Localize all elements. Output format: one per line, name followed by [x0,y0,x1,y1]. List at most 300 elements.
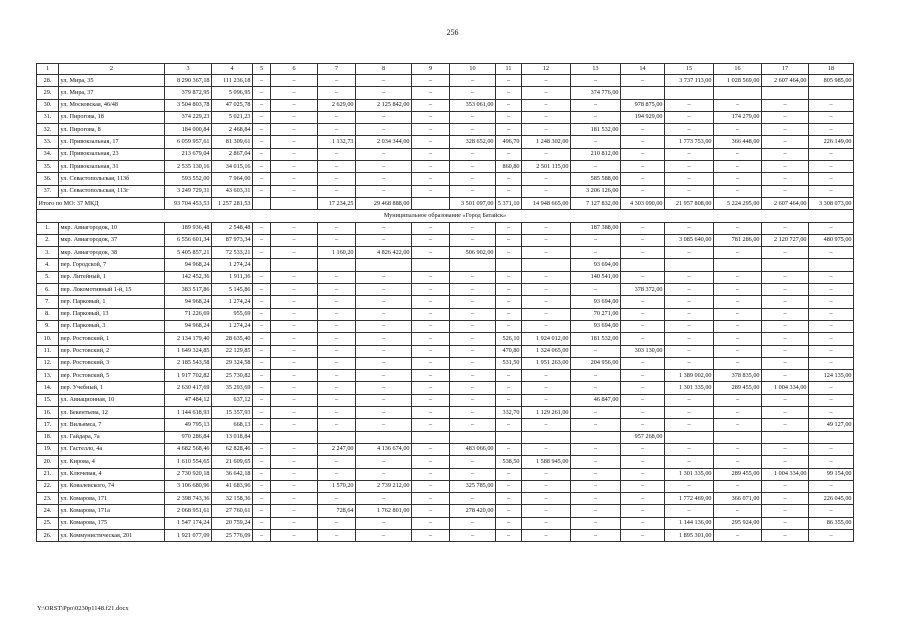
table-cell: – [762,247,809,259]
table-cell: – [522,370,571,382]
table-cell: – [318,296,356,308]
table-cell: – [665,271,714,283]
table-cell: 1 274,24 [212,320,253,332]
table-cell: – [450,357,496,369]
table-cell: 189 936,48 [165,222,212,234]
table-cell: – [412,284,450,296]
table-cell: – [356,370,412,382]
table-cell: – [522,296,571,308]
table-cell: – [665,480,714,492]
table-cell: 668,13 [212,419,253,431]
table-cell: – [522,111,571,123]
table-cell: 142 452,36 [165,271,212,283]
table-cell: – [762,407,809,419]
table-cell: – [496,111,522,123]
table-cell: – [253,124,271,136]
table-cell: – [253,382,271,394]
table-row [37,234,854,246]
table-cell: – [522,173,571,185]
table-cell [522,431,571,443]
table-cell: – [450,394,496,406]
total-cell: 4 303 090,00 [621,197,665,209]
table-cell: 2 501 115,00 [522,161,571,173]
table-cell: 1 588 945,00 [522,456,571,468]
table-row [37,382,854,394]
table-cell: 25 730,82 [212,370,253,382]
table-cell: – [809,124,854,136]
table-cell: – [450,320,496,332]
table-cell: – [762,136,809,148]
table-cell: 2 [59,64,165,75]
table-cell: 204 956,00 [571,357,621,369]
table-cell [496,431,522,443]
table-cell: – [253,75,271,87]
table-cell: – [318,320,356,332]
table-cell: 2 867,04 [212,148,253,160]
table-cell: 226 045,00 [809,493,854,505]
table-cell: – [412,480,450,492]
table-cell: – [714,124,762,136]
table-cell: – [450,370,496,382]
table-cell [714,87,762,99]
table-cell: – [271,284,318,296]
table-cell [450,431,496,443]
table-cell: – [253,99,271,111]
table-cell: 289 455,00 [714,382,762,394]
table-cell: мкр. Авиагородок, 37 [59,234,165,246]
table-cell: – [665,505,714,517]
total-cell: 1 257 281,53 [212,197,253,209]
table-cell: 1 144 618,93 [165,407,212,419]
table-row [37,394,854,406]
table-cell: – [356,394,412,406]
table-row [37,517,854,529]
table-cell: – [809,456,854,468]
table-cell: – [356,320,412,332]
table-cell: – [356,345,412,357]
table-cell: – [412,456,450,468]
table-cell: ул. Пирогова, 18 [59,111,165,123]
table-cell: 1 274,24 [212,296,253,308]
table-cell: – [571,247,621,259]
total-row [37,197,854,209]
table-cell: ул. Привокзальная, 23 [59,148,165,160]
table-cell: – [621,529,665,541]
table-row [37,173,854,185]
table-cell: – [809,443,854,455]
table-cell: 24. [37,505,59,517]
table-cell: – [522,87,571,99]
table-cell: – [496,394,522,406]
table-cell: 72 533,21 [212,247,253,259]
table-cell: – [412,308,450,320]
table-cell: 94 968,24 [165,296,212,308]
table-cell: 2 468,84 [212,124,253,136]
table-cell: 33. [37,136,59,148]
table-cell: – [271,308,318,320]
table-cell: – [318,75,356,87]
table-cell: 3 206 126,00 [571,185,621,197]
table-cell: – [271,247,318,259]
table-cell: – [621,308,665,320]
table-cell: – [714,185,762,197]
table-cell: – [253,370,271,382]
table-cell [253,259,271,271]
table-cell: – [571,517,621,529]
table-cell: – [714,443,762,455]
table-cell: – [496,443,522,455]
total-cell: 29 468 888,00 [356,197,412,209]
table-cell: – [665,394,714,406]
table-cell: 21. [37,468,59,480]
table-cell: 978 875,00 [621,99,665,111]
table-cell: – [450,345,496,357]
table-cell: – [450,493,496,505]
total-cell: 14 948 665,00 [522,197,571,209]
table-cell: пер. Учебный, 1 [59,382,165,394]
table-cell [318,431,356,443]
table-row [37,443,854,455]
table-cell: 7 964,00 [212,173,253,185]
table-cell: – [253,443,271,455]
table-cell: 366 071,00 [714,493,762,505]
table-cell: – [665,284,714,296]
table-cell: 480 975,00 [809,234,854,246]
table-cell: – [318,493,356,505]
table-cell: – [271,99,318,111]
table-cell: – [665,456,714,468]
table-cell: – [522,394,571,406]
table-cell: 3 249 729,31 [165,185,212,197]
table-cell: – [271,419,318,431]
table-cell: 4. [37,259,59,271]
table-cell: – [253,111,271,123]
table-cell: 1 248 302,00 [522,136,571,148]
table-cell: – [253,173,271,185]
table-cell: – [714,480,762,492]
table-cell: – [714,357,762,369]
table-cell: 1 772 469,00 [665,493,714,505]
table-cell: 1 570,20 [318,480,356,492]
total-cell: Итого по МО: 37 МКД [37,197,165,209]
table-cell: 1 921 077,09 [165,529,212,541]
table-cell: – [253,284,271,296]
table-cell: – [665,296,714,308]
table-cell: – [496,75,522,87]
table-cell: 22 129,85 [212,345,253,357]
table-cell: – [496,505,522,517]
table-cell: – [571,234,621,246]
table-cell: 379 872,95 [165,87,212,99]
table-cell: – [412,136,450,148]
table-row [37,284,854,296]
table-cell: 9. [37,320,59,332]
table-cell: – [571,493,621,505]
table-cell: 34 015,16 [212,161,253,173]
table-cell: – [496,370,522,382]
table-cell: – [522,382,571,394]
table-cell: – [356,407,412,419]
table-cell: 2 247,00 [318,443,356,455]
table-cell: – [318,468,356,480]
table-cell: 278 420,00 [450,505,496,517]
table-row [37,370,854,382]
table-cell: – [412,99,450,111]
table-cell: – [809,308,854,320]
table-cell: ул. Севастопольская, 113г [59,185,165,197]
section-title: Муниципальное образование «Город Батайск» [37,210,854,222]
table-cell: – [356,333,412,345]
page-number: 256 [446,28,459,37]
table-cell: – [665,345,714,357]
table-cell: 226 149,00 [809,136,854,148]
table-cell: – [450,234,496,246]
table-cell: – [318,124,356,136]
table-cell: – [522,247,571,259]
table-cell: 506 902,00 [450,247,496,259]
table-cell: – [809,382,854,394]
table-cell: – [762,419,809,431]
table-cell: – [571,161,621,173]
table-cell: – [496,87,522,99]
table-cell: 1 301 335,00 [665,468,714,480]
table-cell: – [318,308,356,320]
table-cell: 15 357,93 [212,407,253,419]
table-cell: – [253,247,271,259]
table-cell: – [450,517,496,529]
table-cell: – [522,124,571,136]
table-cell: – [271,124,318,136]
table-cell: 22. [37,480,59,492]
table-cell: 93 694,00 [571,320,621,332]
table-cell: – [762,357,809,369]
table-cell: – [665,407,714,419]
table-cell: – [665,99,714,111]
table-cell: – [318,357,356,369]
table-cell: 15. [37,394,59,406]
table-cell: 10 [450,64,496,75]
table-cell: 1 324 065,00 [522,345,571,357]
table-cell: 6 059 957,61 [165,136,212,148]
table-cell: – [450,407,496,419]
table-cell: – [809,333,854,345]
table-cell: 5 021,23 [212,111,253,123]
table-cell: – [665,185,714,197]
table-cell: 6 556 601,34 [165,234,212,246]
table-cell: – [496,320,522,332]
table-cell: – [714,394,762,406]
table-cell: пер. Литейный, 1 [59,271,165,283]
table-cell: 483 066,00 [450,443,496,455]
table-cell: 3 106 680,96 [165,480,212,492]
table-cell: – [714,308,762,320]
table-cell: – [571,75,621,87]
table-cell: – [318,407,356,419]
table-cell: – [318,394,356,406]
section-row [37,210,854,222]
table-cell: – [522,185,571,197]
table-cell: 13 018,84 [212,431,253,443]
table-cell: 2 630 417,69 [165,382,212,394]
table-cell: – [450,111,496,123]
table-cell: – [412,247,450,259]
table-row [37,320,854,332]
table-cell: – [450,296,496,308]
table-cell: 28 635,40 [212,333,253,345]
table-row [37,136,854,148]
table-cell: – [762,505,809,517]
table-cell: 174 279,00 [714,111,762,123]
table-cell: 140 541,00 [571,271,621,283]
table-cell: 94 968,24 [165,320,212,332]
table-cell: – [412,87,450,99]
table-cell: ул. Вильямса, 7 [59,419,165,431]
table-cell [665,259,714,271]
table-cell: – [318,456,356,468]
table-cell: – [665,222,714,234]
table-cell: – [522,148,571,160]
table-cell: – [522,443,571,455]
table-cell: 12 [522,64,571,75]
table-cell: мкр. Авиагородок, 38 [59,247,165,259]
table-cell: – [412,505,450,517]
table-cell: – [809,296,854,308]
table-row [37,296,854,308]
table-cell: – [356,357,412,369]
table-cell: мкр. Авиагородок, 10 [59,222,165,234]
table-row [37,247,854,259]
table-cell: – [496,284,522,296]
table-row [37,468,854,480]
table-cell: – [809,480,854,492]
table-cell: – [496,493,522,505]
table-cell: – [665,333,714,345]
table-cell [621,87,665,99]
table-cell: 49 127,00 [809,419,854,431]
table-cell: – [762,222,809,234]
table-cell: – [412,75,450,87]
table-cell [271,259,318,271]
table-cell: – [253,136,271,148]
table-cell: – [714,271,762,283]
table-cell: ул. Коммунистическая, 201 [59,529,165,541]
table-cell: пер. Парковый, 3 [59,320,165,332]
table-cell: – [665,443,714,455]
table-cell: 637,12 [212,394,253,406]
table-row [37,357,854,369]
table-cell: – [621,505,665,517]
table-cell: пер. Городской, 7 [59,259,165,271]
table-row [37,529,854,541]
table-cell: ул. Авиационная, 10 [59,394,165,406]
table-cell: – [571,419,621,431]
table-row [37,259,854,271]
table-row [37,480,854,492]
table-cell: 860,80 [496,161,522,173]
table-cell: – [714,320,762,332]
table-cell: – [621,333,665,345]
total-cell [271,197,318,209]
table-cell: 2 535 130,16 [165,161,212,173]
table-cell: – [450,468,496,480]
table-cell: – [253,517,271,529]
table-cell: – [621,443,665,455]
table-cell: – [450,333,496,345]
table-cell: 1 649 324,85 [165,345,212,357]
table-cell: пер. Ростовский, 3 [59,357,165,369]
table-cell: 531,50 [496,357,522,369]
table-cell: – [496,185,522,197]
table-cell: – [356,271,412,283]
table-cell: ул. Привокзальная, 17 [59,136,165,148]
table-cell: 1 144 136,00 [665,517,714,529]
table-cell [809,431,854,443]
table-cell: – [522,419,571,431]
table-cell: – [762,443,809,455]
table-cell: – [621,394,665,406]
table-cell: 2 185 543,58 [165,357,212,369]
table-cell: – [271,75,318,87]
table-cell: – [762,529,809,541]
table-cell: 1 951 263,00 [522,357,571,369]
table-cell: 18. [37,431,59,443]
table-cell: 210 812,00 [571,148,621,160]
table-cell: – [450,75,496,87]
table-cell: – [714,296,762,308]
total-cell: 93 704 453,53 [165,197,212,209]
table-cell: 16. [37,407,59,419]
table-cell: 2 629,00 [318,99,356,111]
table-cell: 303 130,00 [621,345,665,357]
table-cell: 353 061,00 [450,99,496,111]
table-cell: – [253,493,271,505]
table-cell: – [665,161,714,173]
table-cell: – [271,296,318,308]
table-cell: – [714,407,762,419]
table-cell: – [496,382,522,394]
table-cell: – [714,222,762,234]
table-cell: – [621,247,665,259]
table-cell: – [412,517,450,529]
table-cell: – [356,185,412,197]
table-cell: 1. [37,222,59,234]
table-cell: – [809,173,854,185]
table-cell: – [762,271,809,283]
table-cell: – [496,308,522,320]
table-cell: 593 552,00 [165,173,212,185]
table-cell: 17 [762,64,809,75]
table-cell: – [318,161,356,173]
table-cell: – [253,148,271,160]
table-cell: – [318,284,356,296]
table-cell: 184 000,84 [165,124,212,136]
table-cell: – [356,419,412,431]
table-cell: – [809,271,854,283]
table-cell: пер. Парковый, 1 [59,296,165,308]
table-cell: – [356,456,412,468]
table-cell: пер. Локомотивный 1-й, 15 [59,284,165,296]
table-cell: 29 324,58 [212,357,253,369]
table-cell: – [356,222,412,234]
table-cell: – [318,419,356,431]
table-cell: 31. [37,111,59,123]
table-cell: – [522,234,571,246]
table-cell: – [762,148,809,160]
table-cell: – [496,247,522,259]
table-cell: – [318,173,356,185]
table-cell: – [665,419,714,431]
table-cell: – [253,456,271,468]
